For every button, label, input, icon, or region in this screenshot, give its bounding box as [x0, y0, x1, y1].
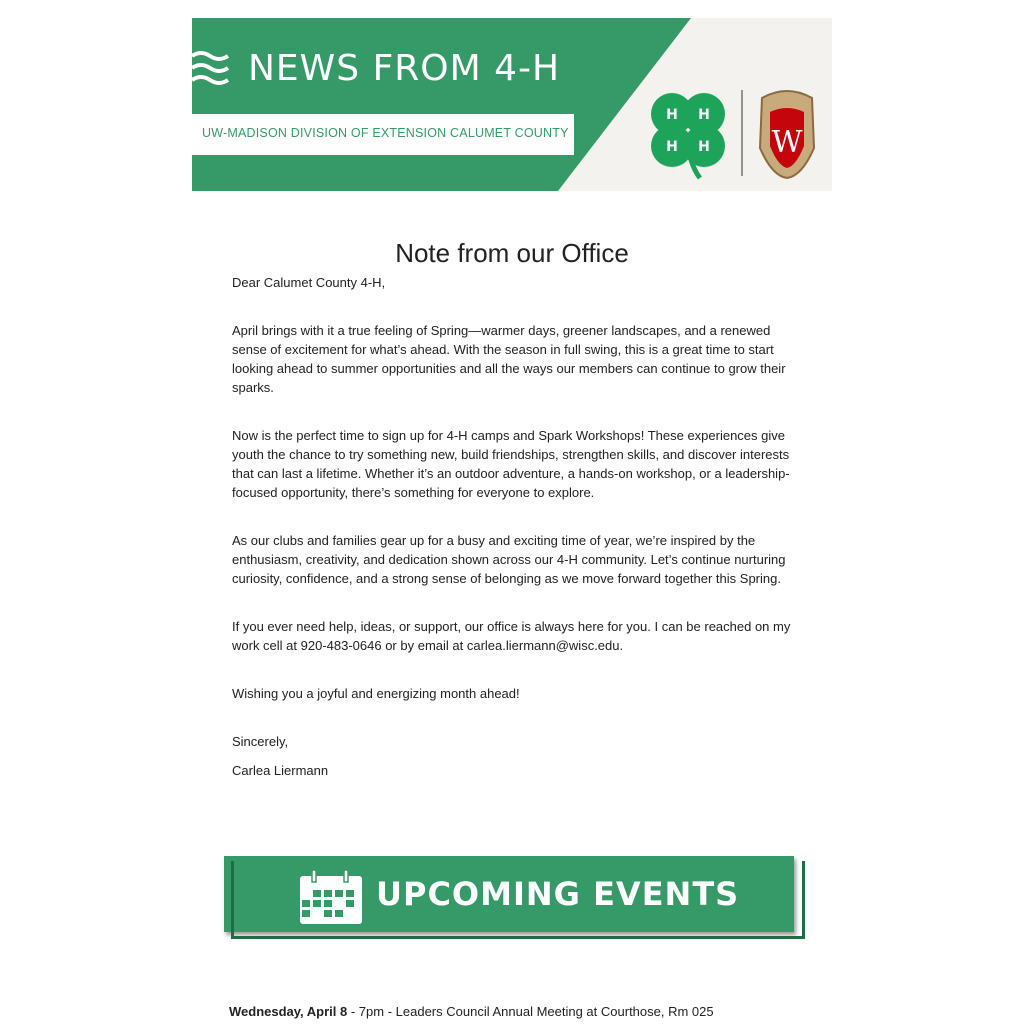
newsletter-title: NEWS FROM 4-H — [248, 48, 561, 89]
paragraph: Wishing you a joyful and energizing month ahead! — [232, 686, 520, 701]
event-item — [229, 1004, 714, 1019]
banner-graphic — [192, 18, 832, 191]
clover-logo-icon — [651, 93, 725, 178]
newsletter-subtitle: UW-MADISON DIVISION OF EXTENSION CALUMET COUNTY — [202, 126, 569, 140]
header-banner — [192, 18, 832, 191]
calendar-icon — [298, 870, 364, 926]
letter-body — [232, 273, 798, 809]
paragraph: If you ever need help, ideas, or support, our office is always here for you. I can be reached on my work cell at 920-483-0646 or by email at carlea.liermann@wisc.edu. — [232, 619, 791, 653]
svg-text:H: H — [698, 107, 710, 123]
closing: Sincerely, — [232, 734, 289, 749]
svg-text:H: H — [698, 139, 710, 155]
event-date: Wednesday, April 8 — [229, 1004, 348, 1019]
event-detail: - 7pm - Leaders Council Annual Meeting at Courthose, Rm 025 — [347, 1004, 714, 1019]
svg-text:H: H — [666, 107, 678, 123]
section-title: Note from our Office — [395, 238, 629, 268]
svg-text:H: H — [666, 139, 678, 155]
paragraph: April brings with it a true feeling of Spring—warmer days, greener landscapes, and a renewed sense of excitement for what’s ahead. With the season in full swing, this is a great time to start looking ahead to summer opportunities and all the ways our members can continue to grow their sparks. — [232, 323, 786, 395]
uw-crest-icon — [760, 91, 814, 178]
subtitle-box — [192, 114, 574, 155]
events-banner-outline-edge — [231, 861, 234, 939]
greeting: Dear Calumet County 4-H, — [232, 275, 386, 290]
events-banner-title: UPCOMING EVENTS — [376, 875, 740, 913]
paragraph: As our clubs and families gear up for a busy and exciting time of year, we’re inspired by the enthusiasm, creativity, and dedication shown across our 4-H community. Let’s continue nurturing curiosity, confidence, and a strong sense of belonging as we move forward together this Spring. — [232, 533, 786, 586]
svg-text:W: W — [771, 125, 803, 160]
signature: Carlea Liermann — [232, 763, 329, 778]
paragraph: Now is the perfect time to sign up for 4-H camps and Spark Workshops! These experiences give youth the chance to try something new, build friendships, strengthen skills, and discover interests that can last a lifetime. Whether it’s an outdoor adventure, a hands-on workshop, or a leadership-focused opportunity, there’s something for everyone to explore. — [232, 428, 790, 500]
